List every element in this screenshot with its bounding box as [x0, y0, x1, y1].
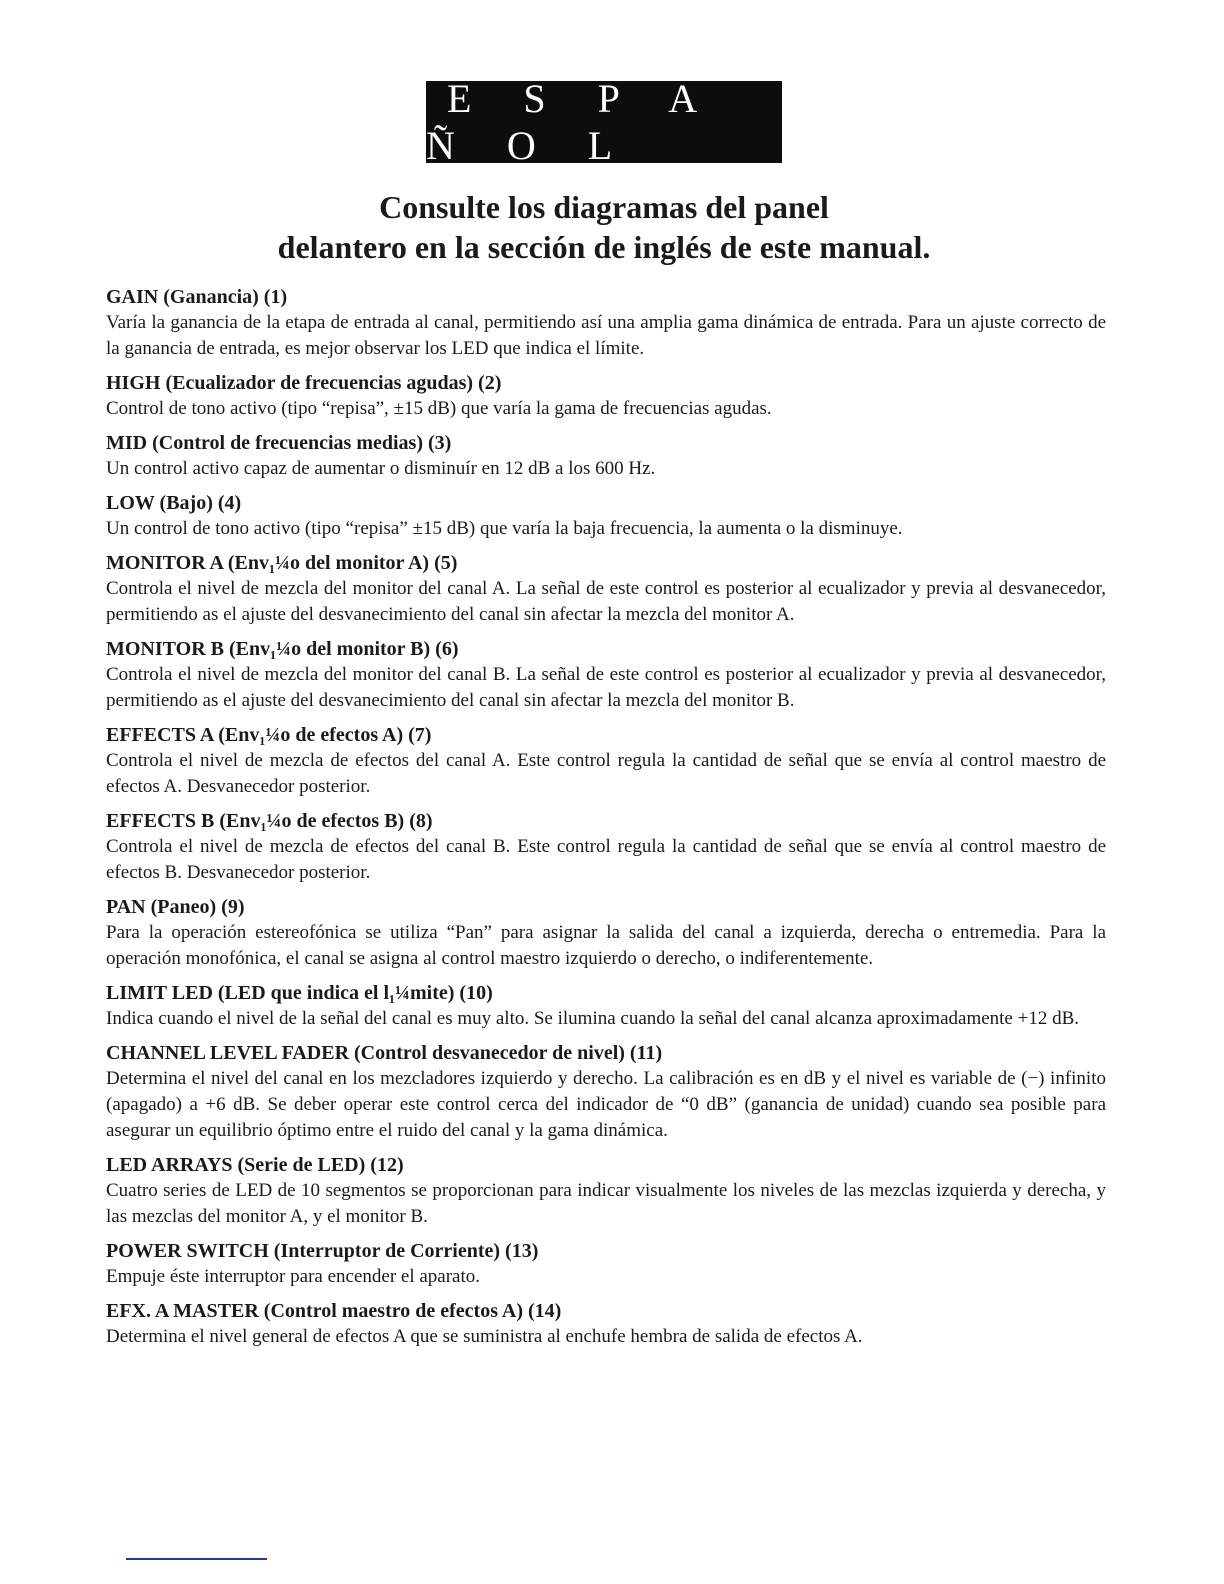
- section-body: Cuatro series de LED de 10 segmentos se proporcionan para indicar visualmente los niveles de las mezclas izquierda y derecha, y las mezclas del monitor A, y el monitor B.: [106, 1180, 1106, 1227]
- section-body: Controla el nivel de mezcla del monitor del canal B. La señal de este control es posterior al ecualizador y previa al desvanecedor, permitiendo as el ajuste del desvanecimiento del canal sin afectar la mezcla del monitor B.: [106, 664, 1106, 711]
- section-body: Indica cuando el nivel de la señal del canal es muy alto. Se ilumina cuando la señal del canal alcanza aproximadamente +12 dB.: [106, 1008, 1080, 1029]
- section-high: [106, 370, 1106, 422]
- section-heading: EFFECTS B (Env₁¼o de efectos B) (8): [106, 810, 433, 832]
- section-led-arrays: [106, 1152, 1106, 1230]
- section-heading: MONITOR A (Env₁¼o del monitor A) (5): [106, 552, 458, 574]
- page-title-line-2: delantero en la sección de inglés de este manual.: [277, 229, 931, 265]
- section-mid: [106, 430, 1106, 482]
- section-heading: LOW (Bajo) (4): [106, 492, 242, 514]
- section-heading: MONITOR B (Env₁¼o del monitor B) (6): [106, 638, 459, 660]
- section-limit-led: [106, 980, 1106, 1032]
- control-descriptions: [106, 284, 1106, 1358]
- section-heading: CHANNEL LEVEL FADER (Control desvanecedor de nivel) (11): [106, 1042, 663, 1064]
- section-pan: [106, 894, 1106, 972]
- section-body: Para la operación estereofónica se utiliza “Pan” para asignar la salida del canal a izquierda, derecha o entremedia. Para la operación monofónica, el canal se asigna al control maestro izquierdo o derecho, o indiferentemente.: [106, 922, 1106, 969]
- section-body: Controla el nivel de mezcla del monitor del canal A. La señal de este control es posterior al ecualizador y previa al desvanecedor, permitiendo as el ajuste del desvanecimiento del canal sin afectar la mezcla del monitor A.: [106, 578, 1106, 625]
- section-heading: LED ARRAYS (Serie de LED) (12): [106, 1154, 404, 1176]
- section-heading: MID (Control de frecuencias medias) (3): [106, 432, 452, 454]
- section-heading: POWER SWITCH (Interruptor de Corriente) (13): [106, 1240, 539, 1262]
- section-heading: GAIN (Ganancia) (1): [106, 286, 288, 308]
- section-monitor-b: [106, 636, 1106, 714]
- section-body: Controla el nivel de mezcla de efectos del canal B. Este control regula la cantidad de señal que se envía al control maestro de efectos B. Desvanecedor posterior.: [106, 836, 1106, 883]
- section-body: Varía la ganancia de la etapa de entrada al canal, permitiendo así una amplia gama dinámica de entrada. Para un ajuste correcto de la ganancia de entrada, es mejor observar los LED que indica el límite.: [106, 312, 1106, 359]
- section-effects-b: [106, 808, 1106, 886]
- section-body: Un control activo capaz de aumentar o disminuír en 12 dB a los 600 Hz.: [106, 458, 656, 479]
- section-effects-a: [106, 722, 1106, 800]
- section-heading: EFX. A MASTER (Control maestro de efectos A) (14): [106, 1300, 562, 1322]
- section-heading: PAN (Paneo) (9): [106, 896, 245, 918]
- section-heading: HIGH (Ecualizador de frecuencias agudas) (2): [106, 372, 502, 394]
- page-title-line-1: Consulte los diagramas del panel: [379, 189, 829, 225]
- section-efx-a-master: [106, 1298, 1106, 1350]
- section-gain: [106, 284, 1106, 362]
- footnote-divider: [126, 1558, 267, 1560]
- section-body: Determina el nivel del canal en los mezcladores izquierdo y derecho. La calibración es en dB y el nivel es variable de (−) infinito (apagado) a +6 dB. Se deber operar este control cerca del indicador de “0 dB” (ganancia de unidad) cuando sea posible para asegurar un equilibrio óptimo entre el ruido del canal y la gama dinámica.: [106, 1068, 1106, 1141]
- section-body: Controla el nivel de mezcla de efectos del canal A. Este control regula la cantidad de señal que se envía al control maestro de efectos A. Desvanecedor posterior.: [106, 750, 1106, 797]
- section-body: Determina el nivel general de efectos A que se suministra al enchufe hembra de salida de efectos A.: [106, 1326, 863, 1347]
- section-body: Un control de tono activo (tipo “repisa” ±15 dB) que varía la baja frecuencia, la aumenta o la disminuye.: [106, 518, 903, 539]
- section-heading: LIMIT LED (LED que indica el l₁¼mite) (10): [106, 982, 493, 1004]
- section-body: Control de tono activo (tipo “repisa”, ±15 dB) que varía la gama de frecuencias agudas.: [106, 398, 772, 419]
- language-banner: E S P A Ñ O L: [426, 81, 782, 163]
- section-body: Empuje éste interruptor para encender el aparato.: [106, 1266, 481, 1287]
- section-monitor-a: [106, 550, 1106, 628]
- section-power-switch: [106, 1238, 1106, 1290]
- section-heading: EFFECTS A (Env₁¼o de efectos A) (7): [106, 724, 432, 746]
- page-title: [0, 187, 1208, 267]
- section-low: [106, 490, 1106, 542]
- section-channel-level-fader: [106, 1040, 1106, 1144]
